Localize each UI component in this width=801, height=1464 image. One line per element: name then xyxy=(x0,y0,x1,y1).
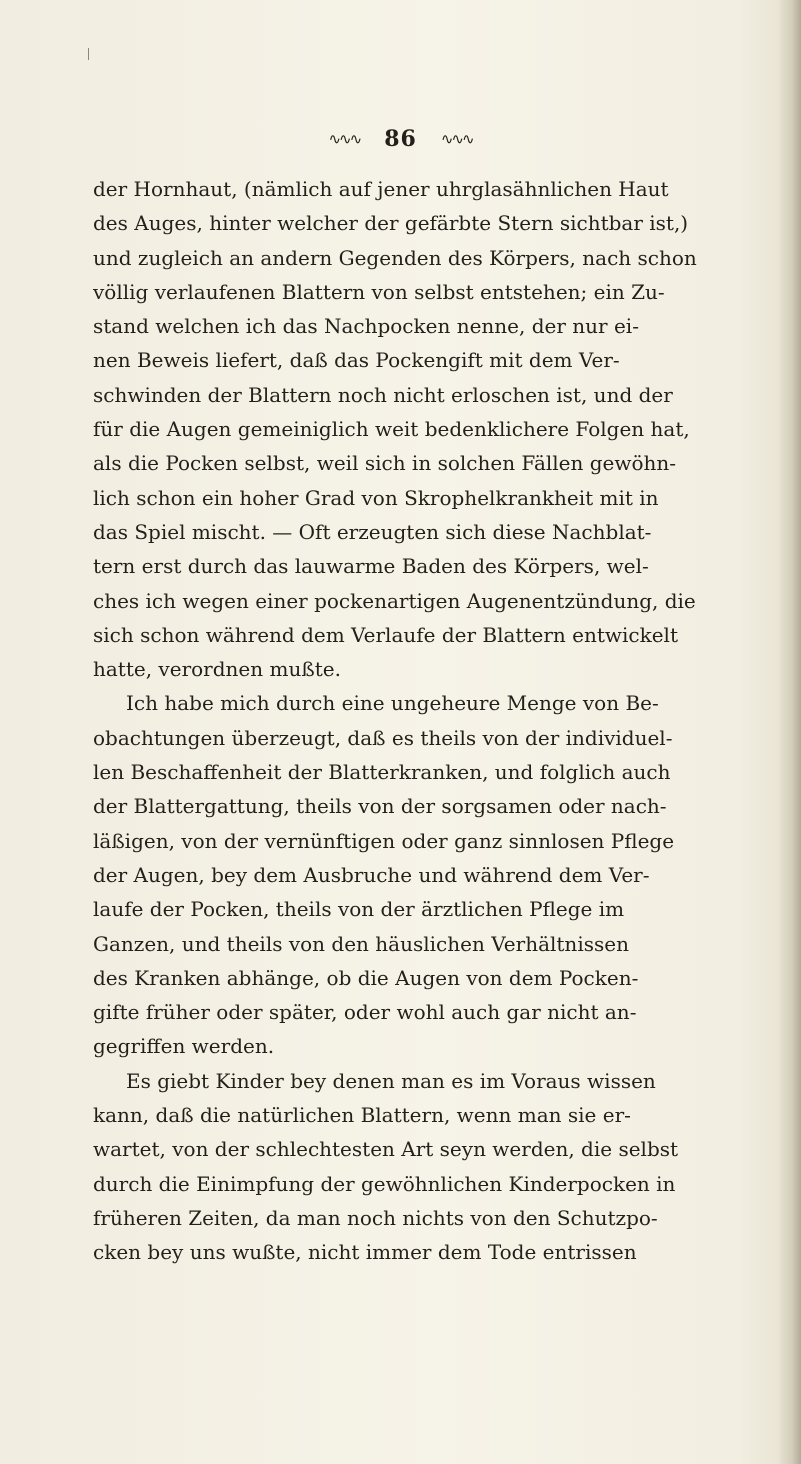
text-line: der Hornhaut, (nämlich auf jener uhrglasähnlichen Haut xyxy=(93,177,669,201)
text-line: des Kranken abhänge, ob die Augen von dem Pocken- xyxy=(93,965,639,990)
text-line: völlig verlaufenen Blattern von selbst entstehen; ein Zu- xyxy=(93,279,665,304)
ornament-right: ∿∿∿ xyxy=(440,130,473,148)
body-text xyxy=(93,172,753,1270)
text-line: obachtungen überzeugt, daß es theils von der individuel- xyxy=(93,725,673,750)
text-line: als die Pocken selbst, weil sich in solchen Fällen gewöhn- xyxy=(93,451,677,476)
page-number: 86 xyxy=(384,126,417,152)
text-line: cken bey uns wußte, nicht immer dem Tode entrissen xyxy=(93,1240,637,1265)
text-line: früheren Zeiten, da man noch nichts von den Schutzpo- xyxy=(93,1205,658,1230)
text-line: für die Augen gemeiniglich weit bedenklichere Folgen hat, xyxy=(93,417,690,442)
text-line: laufe der Pocken, theils von der ärztlichen Pflege im xyxy=(93,897,625,922)
ornament-left: ∿∿∿ xyxy=(328,130,361,148)
text-line: der Blattergattung, theils von der sorgsamen oder nach- xyxy=(93,794,667,819)
text-line: gegriffen werden. xyxy=(93,1034,275,1059)
paragraph-start-line: Ich habe mich durch eine ungeheure Menge von Be- xyxy=(126,691,659,716)
page-edge-shadow xyxy=(777,0,801,1464)
text-line: sich schon während dem Verlaufe der Blattern entwickelt xyxy=(93,622,678,647)
text-line: das Spiel mischt. — Oft erzeugten sich diese Nachblat- xyxy=(93,519,652,544)
text-line: der Augen, bey dem Ausbruche und während dem Ver- xyxy=(93,862,650,887)
text-line: hatte, verordnen mußte. xyxy=(93,657,341,682)
page-header xyxy=(0,126,801,152)
text-line: wartet, von der schlechtesten Art seyn werden, die selbst xyxy=(93,1137,679,1162)
text-line: stand welchen ich das Nachpocken nenne, der nur ei- xyxy=(93,314,639,339)
text-line: schwinden der Blattern noch nicht erloschen ist, und der xyxy=(93,382,673,407)
paragraph-start-line: Es giebt Kinder bey denen man es im Voraus wissen xyxy=(126,1068,656,1093)
text-line: des Auges, hinter welcher der gefärbte Stern sichtbar ist,) xyxy=(93,211,689,236)
text-line: lich schon ein hoher Grad von Skrophelkrankheit mit in xyxy=(93,485,659,510)
text-line: len Beschaffenheit der Blatterkranken, und folglich auch xyxy=(93,760,671,785)
text-line: durch die Einimpfung der gewöhnlichen Kinderpocken in xyxy=(93,1171,676,1196)
text-line: und zugleich an andern Gegenden des Körpers, nach schon xyxy=(93,245,697,270)
text-line: nen Beweis liefert, daß das Pockengift mit dem Ver- xyxy=(93,348,620,373)
text-line: Ganzen, und theils von den häuslichen Verhältnissen xyxy=(93,931,629,956)
stray-mark xyxy=(88,48,89,60)
text-line: ches ich wegen einer pockenartigen Augenentzündung, die xyxy=(93,588,696,613)
text-line: kann, daß die natürlichen Blattern, wenn man sie er- xyxy=(93,1103,631,1128)
text-line: tern erst durch das lauwarme Baden des Körpers, wel- xyxy=(93,554,649,579)
text-line: läßigen, von der vernünftigen oder ganz sinnlosen Pflege xyxy=(93,828,675,853)
text-line: gifte früher oder später, oder wohl auch gar nicht an- xyxy=(93,1000,637,1025)
